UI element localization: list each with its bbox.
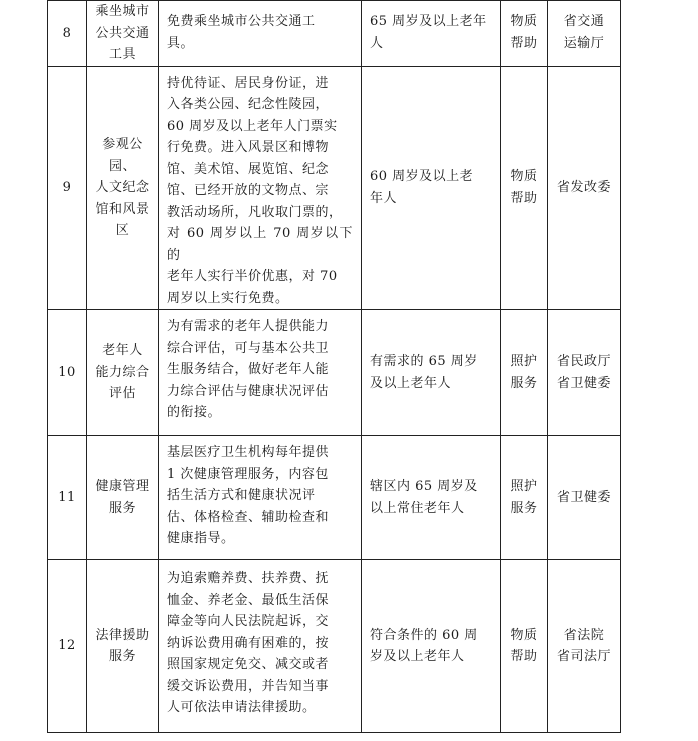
item-name: 老年人 能力综合 评估 (87, 310, 159, 436)
table-row (48, 560, 621, 733)
row-number: 11 (48, 436, 87, 560)
row-number: 10 (48, 310, 87, 436)
item-target: 符合条件的 60 周 岁及以上老年人 (362, 560, 501, 733)
item-name: 参观公园、 人文纪念 馆和风景 区 (87, 66, 159, 310)
item-target: 60 周岁及以上老 年人 (362, 66, 501, 310)
table-row (48, 310, 621, 436)
row-number: 8 (48, 1, 87, 67)
item-content: 免费乘坐城市公共交通工 具。 (159, 1, 362, 67)
item-department: 省卫健委 (548, 436, 621, 560)
benefits-table (47, 0, 621, 733)
item-department: 省民政厅 省卫健委 (548, 310, 621, 436)
item-target: 65 周岁及以上老年人 (362, 1, 501, 67)
item-type: 照护 服务 (501, 436, 548, 560)
item-type: 物质 帮助 (501, 560, 548, 733)
row-number: 9 (48, 66, 87, 310)
item-content: 持优待证、居民身份证，进 入各类公园、纪念性陵园， 60 周岁及以上老年人门票实 行免费。进入风景区和博物 馆、美术馆、展览馆、纪念 馆、已经开放的文物点、宗 教活动场所，凡收取门票的， 对 60 周岁以上 70 周岁以下的 老年人实行半价优惠，对 70 周岁以上实行免费。 (159, 66, 362, 310)
item-name: 健康管理 服务 (87, 436, 159, 560)
row-number: 12 (48, 560, 87, 733)
item-department: 省发改委 (548, 66, 621, 310)
item-target: 辖区内 65 周岁及 以上常住老年人 (362, 436, 501, 560)
table-row (48, 1, 621, 67)
table-row (48, 66, 621, 310)
table-row (48, 436, 621, 560)
item-type: 物质 帮助 (501, 66, 548, 310)
item-content: 为追索赡养费、扶养费、抚 恤金、养老金、最低生活保 障金等向人民法院起诉，交 纳诉讼费用确有困难的，按 照国家规定免交、减交或者 缓交诉讼费用，并告知当事 人可依法申请法律援助。 (159, 560, 362, 733)
item-department: 省法院 省司法厅 (548, 560, 621, 733)
item-target: 有需求的 65 周岁 及以上老年人 (362, 310, 501, 436)
item-content: 基层医疗卫生机构每年提供 1 次健康管理服务，内容包 括生活方式和健康状况评 估、体格检查、辅助检查和 健康指导。 (159, 436, 362, 560)
item-department: 省交通 运输厅 (548, 1, 621, 67)
item-name: 法律援助 服务 (87, 560, 159, 733)
item-name: 乘坐城市 公共交通 工具 (87, 1, 159, 67)
item-type: 照护 服务 (501, 310, 548, 436)
item-content: 为有需求的老年人提供能力 综合评估，可与基本公共卫 生服务结合，做好老年人能 力综合评估与健康状况评估 的衔接。 (159, 310, 362, 436)
item-type: 物质 帮助 (501, 1, 548, 67)
